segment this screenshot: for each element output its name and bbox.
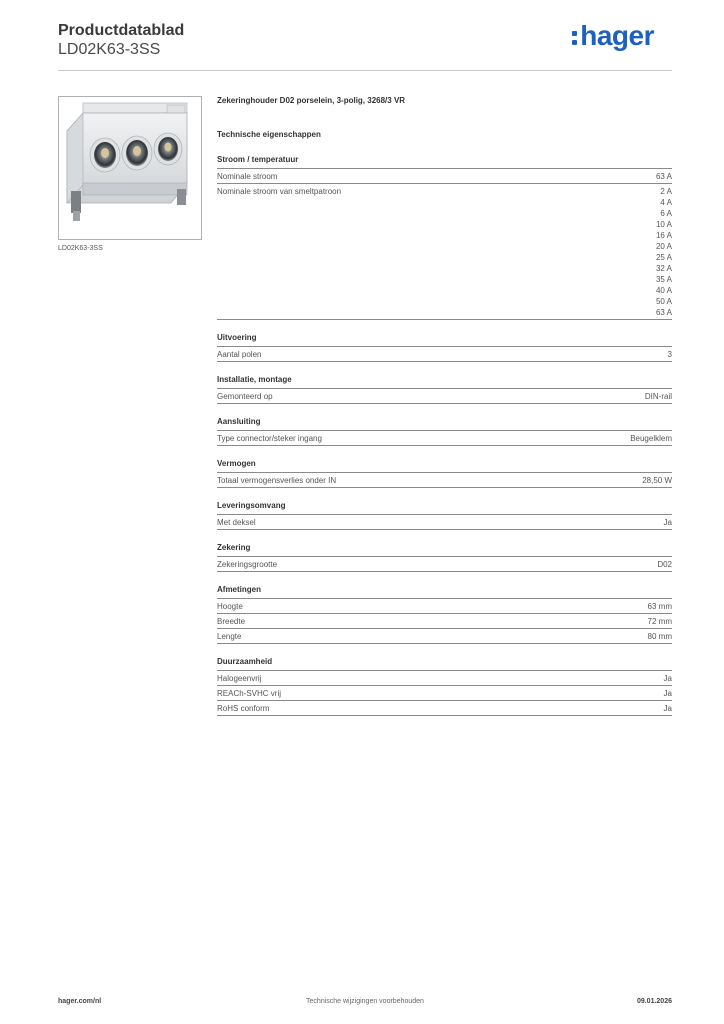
property-value: 80 mm [647, 632, 672, 641]
property-value: 20 A [655, 242, 672, 251]
property-label: REACh-SVHC vrij [217, 689, 282, 698]
product-reference: LD02K63-3SS [58, 41, 161, 58]
property-value: Ja [663, 704, 672, 713]
property-label: Type connector/steker ingang [217, 434, 322, 443]
image-caption: LD02K63-3SS [58, 245, 103, 252]
property-value: DIN-rail [644, 392, 672, 401]
property-value: Ja [663, 674, 672, 683]
property-row [217, 701, 672, 716]
property-row [217, 473, 672, 488]
property-row [217, 614, 672, 629]
property-values [648, 601, 672, 612]
datasheet-content [217, 96, 672, 716]
property-values [645, 391, 672, 402]
property-value: 50 A [655, 297, 672, 306]
property-group [217, 417, 672, 446]
property-values [642, 475, 672, 486]
product-title: Zekeringhouder D02 porselein, 3-polig, 3268/3 VR [217, 96, 406, 105]
property-values [657, 559, 672, 570]
property-row [217, 431, 672, 446]
section-title: Technische eigenschappen [217, 130, 321, 139]
property-values [664, 688, 672, 699]
property-label: Gemonteerd op [217, 392, 273, 401]
property-label: Lengte [217, 632, 242, 641]
property-value: 10 A [655, 220, 672, 229]
property-value: Ja [663, 689, 672, 698]
group-title: Aansluiting [217, 417, 672, 431]
property-group [217, 501, 672, 530]
property-groups [217, 155, 672, 716]
group-title: Duurzaamheid [217, 657, 672, 671]
property-value: Beugelklem [630, 434, 672, 443]
property-value: 63 A [655, 172, 672, 181]
property-value: Ja [663, 518, 672, 527]
property-value: 2 A [660, 187, 672, 196]
property-value: 40 A [655, 286, 672, 295]
property-values [630, 433, 672, 444]
property-value: 3 [667, 350, 672, 359]
brand-logo[interactable] [572, 20, 654, 52]
property-values [648, 616, 672, 627]
group-title: Uitvoering [217, 333, 672, 347]
property-row [217, 599, 672, 614]
footer-disclaimer: Technische wijzigingen voorbehouden [306, 998, 424, 1005]
footer-date: 09.01.2026 [636, 998, 672, 1005]
logo-dots-icon [572, 31, 577, 45]
group-title: Stroom / temperatuur [217, 155, 672, 169]
property-values [648, 631, 672, 642]
page-header [58, 22, 672, 71]
property-values [656, 186, 672, 318]
property-group [217, 543, 672, 572]
property-group [217, 585, 672, 644]
property-group [217, 155, 672, 320]
property-group [217, 657, 672, 716]
property-value: 72 mm [647, 617, 672, 626]
group-title: Vermogen [217, 459, 672, 473]
property-value: 6 A [660, 209, 672, 218]
property-label: Met deksel [217, 518, 256, 527]
property-value: D02 [657, 560, 672, 569]
property-value: 16 A [655, 231, 672, 240]
property-row [217, 629, 672, 644]
fuse-holder-illustration [59, 97, 201, 239]
property-label: Halogeenvrij [217, 674, 262, 683]
property-label: RoHS conform [217, 704, 270, 713]
property-values [668, 349, 672, 360]
property-label: Nominale stroom van smeltpatroon [217, 187, 342, 196]
property-row [217, 671, 672, 686]
group-title: Leveringsomvang [217, 501, 672, 515]
property-label: Totaal vermogensverlies onder IN [217, 476, 337, 485]
property-row [217, 557, 672, 572]
property-value: 35 A [655, 275, 672, 284]
property-row [217, 184, 672, 320]
property-values [664, 673, 672, 684]
document-title: Productdatablad [58, 22, 185, 39]
property-value: 32 A [655, 264, 672, 273]
property-row [217, 515, 672, 530]
property-value: 63 mm [647, 602, 672, 611]
property-row [217, 389, 672, 404]
property-group [217, 459, 672, 488]
group-title: Installatie, montage [217, 375, 672, 389]
footer-website-link[interactable]: hager.com/nl [58, 998, 102, 1005]
property-label: Breedte [217, 617, 246, 626]
property-value: 63 A [655, 308, 672, 317]
group-title: Zekering [217, 543, 672, 557]
logo-wordmark: hager [580, 20, 654, 51]
property-values [664, 703, 672, 714]
property-group [217, 333, 672, 362]
property-label: Aantal polen [217, 350, 262, 359]
property-row [217, 686, 672, 701]
property-values [656, 171, 672, 182]
property-group [217, 375, 672, 404]
group-title: Afmetingen [217, 585, 672, 599]
property-row [217, 169, 672, 184]
property-values [664, 517, 672, 528]
property-label: Hoogte [217, 602, 243, 611]
property-row [217, 347, 672, 362]
property-value: 25 A [655, 253, 672, 262]
product-image [58, 96, 202, 240]
property-label: Zekeringsgrootte [217, 560, 278, 569]
property-value: 28,50 W [642, 476, 672, 485]
property-label: Nominale stroom [217, 172, 278, 181]
property-value: 4 A [660, 198, 672, 207]
